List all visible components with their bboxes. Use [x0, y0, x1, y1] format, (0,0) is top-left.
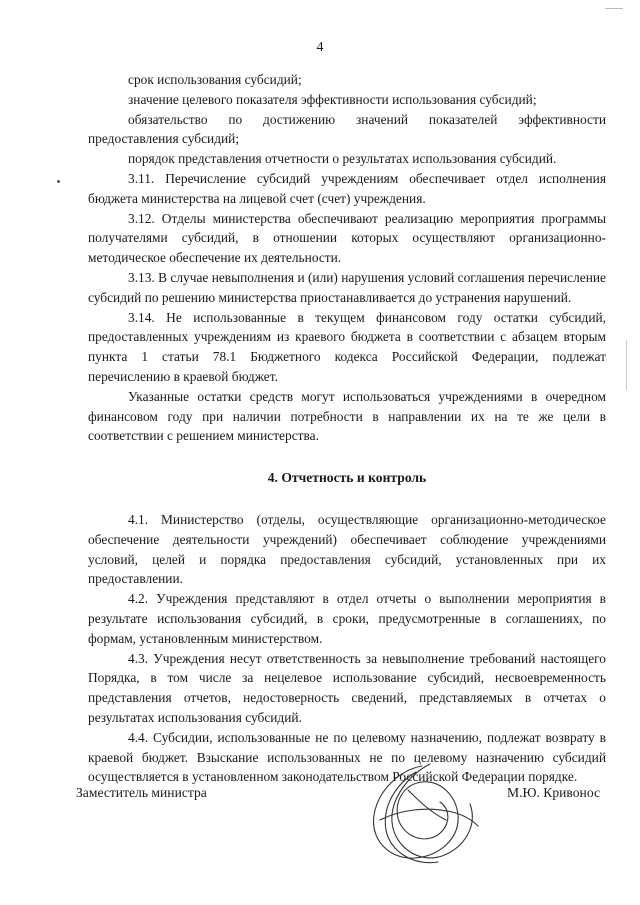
list-item: значение целевого показателя эффективности использования субсидий;	[128, 91, 537, 107]
paragraph-3-13: 3.13. В случае невыполнения и (или) нарушения условий соглашения перечисление субсидий по решению министерства приостанавливается до устранения нарушений.	[88, 269, 607, 305]
section-heading: 4. Отчетность и контроль	[267, 470, 427, 486]
scan-artifact-edge	[626, 340, 627, 390]
signatory-name: М.Ю. Кривонос	[507, 785, 600, 800]
paragraph-4-2: 4.2. Учреждения представляют в отдел отчеты о выполнении мероприятия в результате использования субсидий, в сроки, предусмотренные в соглашениях, по формам, установленным министерством.	[88, 591, 606, 646]
signatory-title: Заместитель министра	[76, 785, 207, 800]
paragraph-3-12: 3.12. Отделы министерства обеспечивают реализацию мероприятия программы получателями субсидий, в отношении которых осуществляют организационно-методическое обеспечение их деятельности.	[88, 210, 606, 266]
list-item: обязательство по достижению значений показателей эффективности предоставления субсидий;	[88, 111, 606, 147]
paragraph-4-4: 4.4. Субсидии, использованные не по целевому назначению, подлежат возврату в краевой бюджет. Взыскание использованных не по целевому назначению субсидий осуществляется в установленном законодательством Российской Федерации порядке.	[88, 729, 606, 785]
scan-artifact-line	[605, 8, 623, 9]
paragraph-3-14: 3.14. Не использованные в текущем финансовом году остатки субсидий, предоставленных учреждениям из краевого бюджета в соответствии с абзацем вторым пункта 1 статьи 78.1 Бюджетного кодекса Российской Федерации, подлежат перечислению в краевой бюджет.	[88, 309, 606, 384]
paragraph-3-14-continuation: Указанные остатки средств могут использоваться учреждениями в очередном финансовом году при наличии потребности в направлении их на те же цели в соответствии с решением министерства.	[88, 388, 606, 444]
document-body	[88, 70, 606, 787]
list-item: порядок представления отчетности о результатах использования субсидий.	[128, 151, 557, 167]
page-number: 4	[316, 40, 324, 55]
paragraph-4-1: 4.1. Министерство (отделы, осуществляющие организационно-методическое обеспечение деятельности учреждений) обеспечивает соблюдение учреждениями условий, целей и порядка предоставления субсидий, установленных при их предоставлении.	[88, 511, 606, 587]
scan-artifact-dot	[57, 180, 60, 183]
handwritten-signature	[360, 760, 490, 870]
paragraph-3-11: 3.11. Перечисление субсидий учреждениям обеспечивает отдел исполнения бюджета министерства на лицевой счет (счет) учреждения.	[88, 170, 606, 206]
list-item: срок использования субсидий;	[128, 72, 302, 87]
paragraph-4-3: 4.3. Учреждения несут ответственность за невыполнение требований настоящего Порядка, в том числе за нецелевое использование субсидий, несвоевременность представления отчетов, недостоверность сведений, представляемых в отчетах о результатах использования субсидий.	[88, 650, 606, 725]
